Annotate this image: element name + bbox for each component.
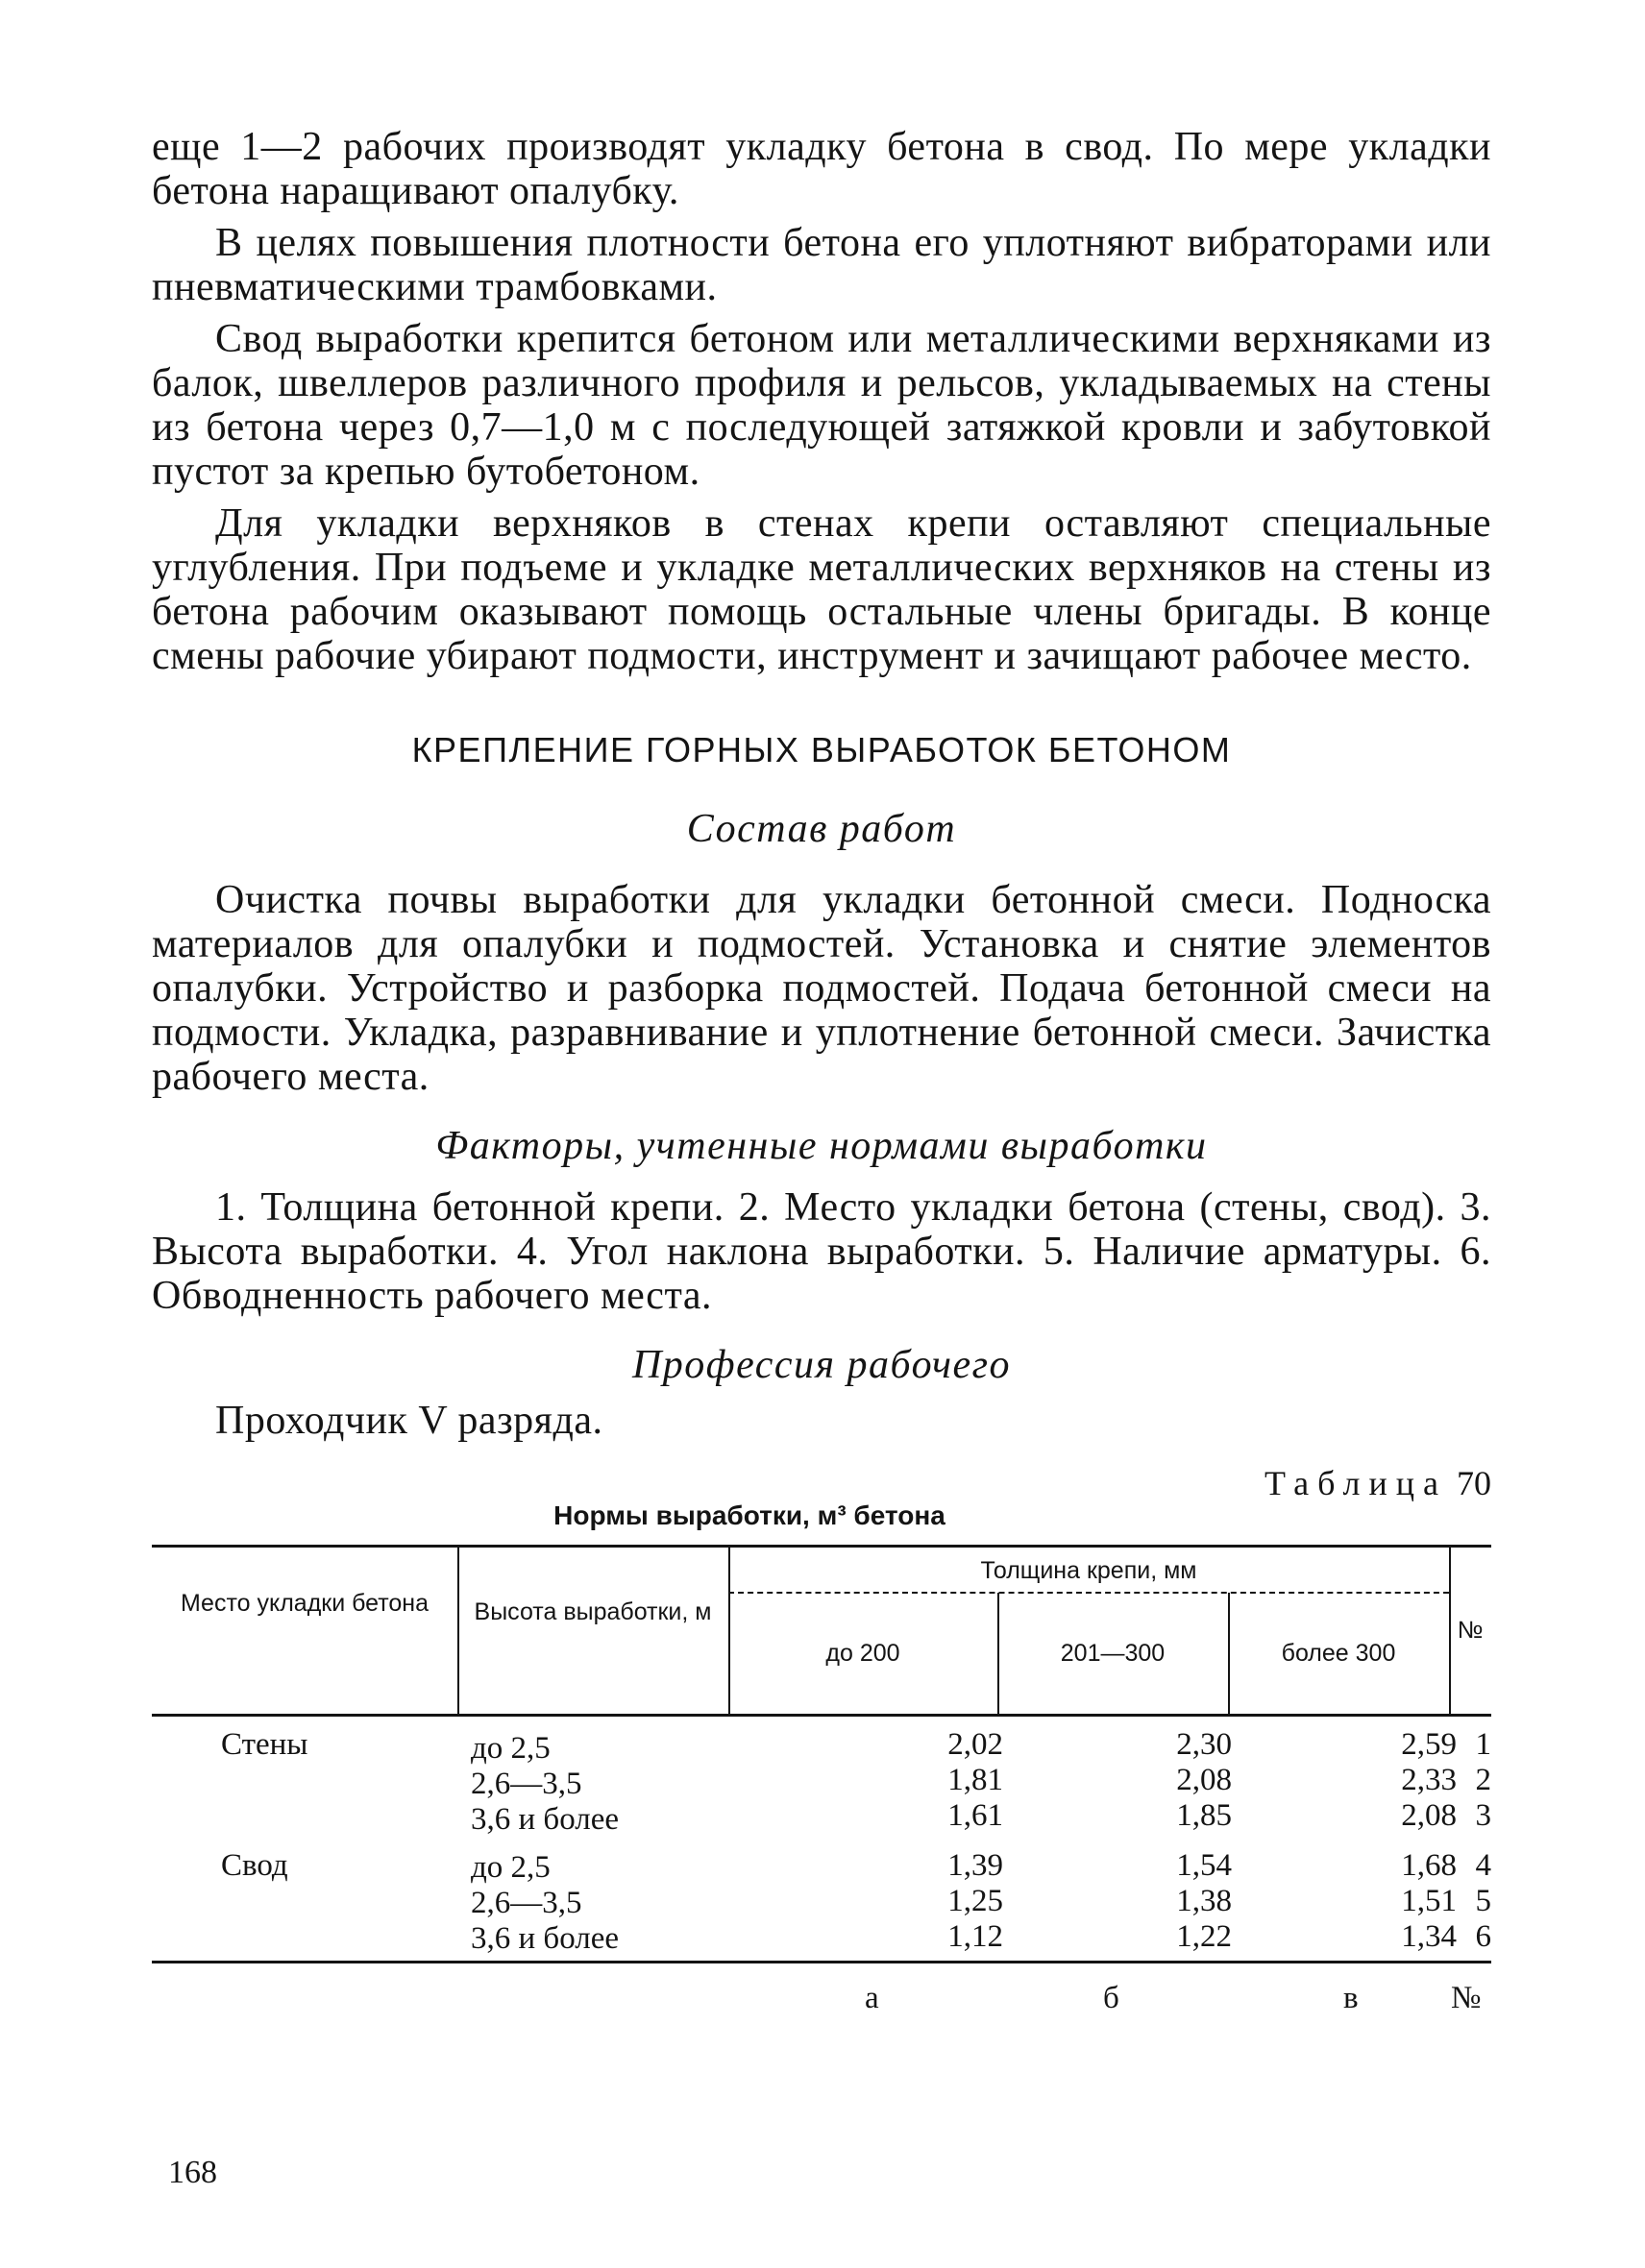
paragraph-3: Свод выработки крепится бетоном или металлическими верхняками из балок, швеллеров различного профиля и рельсов, укладываемых на стены из бетона через 0,7—1,0 м с последующей затяжкой кровли и забутовкой пустот за крепью бутобетоном. bbox=[152, 317, 1491, 494]
group-1-heights bbox=[471, 1731, 619, 1838]
profession-heading: Профессия рабочего bbox=[631, 1343, 1012, 1387]
row-number: 3 bbox=[1475, 1798, 1491, 1833]
factors-text: 1. Толщина бетонной крепи. 2. Место укладки бетона (стены, свод). 3. Высота выработки. 4. Угол наклона выработки. 5. Наличие арматуры. 6. Обводненность рабочего места. bbox=[152, 1185, 1491, 1318]
header-col-b: 201—300 bbox=[1060, 1640, 1166, 1667]
value-cell: 1,38 bbox=[1176, 1884, 1232, 1918]
value-cell: 1,25 bbox=[947, 1884, 1003, 1918]
page-number: 168 bbox=[168, 2155, 217, 2190]
composition-heading: Состав работ bbox=[686, 807, 957, 851]
header-num: № bbox=[1457, 1617, 1484, 1644]
paragraph-1: еще 1—2 рабочих производят укладку бетона в свод. По мере укладки бетона наращивают опалубку. bbox=[152, 125, 1491, 213]
row-number: 5 bbox=[1475, 1884, 1491, 1918]
value-cell: 1,81 bbox=[947, 1763, 1003, 1797]
value-cell: 1,22 bbox=[1176, 1919, 1232, 1954]
group-2-col-a bbox=[917, 1848, 1003, 1955]
header-place: Место укладки бетона bbox=[180, 1590, 430, 1617]
table-top-rule bbox=[152, 1545, 1491, 1548]
table-title: Нормы выработки, м³ бетона bbox=[553, 1500, 945, 1530]
composition-text: Очистка почвы выработки для укладки бетонной смеси. Подноска материалов для опалубки и подмостей. Установка и снятие элементов опалубки. Устройство и разборка подмостей. Подача бетонной смеси на подмости. Укладка, разравнивание и уплотнение бетонной смеси. Зачистка рабочего места. bbox=[152, 878, 1491, 1099]
value-cell: 2,33 bbox=[1401, 1763, 1457, 1797]
group-1-col-b bbox=[1145, 1727, 1232, 1834]
height-value: до 2,5 bbox=[471, 1850, 551, 1885]
group-2-place: Свод bbox=[221, 1848, 288, 1883]
height-value: 3,6 и более bbox=[471, 1802, 620, 1837]
header-thickness: Толщина крепи, мм bbox=[980, 1557, 1197, 1584]
group-1-place: Стены bbox=[221, 1727, 308, 1762]
group-1-col-a bbox=[917, 1727, 1003, 1834]
value-cell: 1,12 bbox=[947, 1919, 1003, 1954]
table-number: 70 bbox=[1457, 1464, 1491, 1502]
footer-col-b: б bbox=[1103, 1981, 1119, 2015]
value-cell: 1,54 bbox=[1176, 1848, 1232, 1883]
value-cell: 1,34 bbox=[1401, 1919, 1457, 1954]
value-cell: 1,61 bbox=[947, 1798, 1003, 1833]
norms-table bbox=[152, 1545, 1491, 2025]
value-cell: 1,39 bbox=[947, 1848, 1003, 1883]
value-cell: 1,68 bbox=[1401, 1848, 1457, 1883]
height-value: 3,6 и более bbox=[471, 1921, 620, 1956]
group-2-heights bbox=[471, 1850, 619, 1957]
value-cell: 2,08 bbox=[1401, 1798, 1457, 1833]
section-title: КРЕПЛЕНИЕ ГОРНЫХ ВЫРАБОТОК БЕТОНОМ bbox=[411, 730, 1232, 769]
group-2-col-c bbox=[1370, 1848, 1457, 1955]
group-2-nums bbox=[1453, 1848, 1491, 1955]
value-cell: 1,85 bbox=[1176, 1798, 1232, 1833]
profession-text: Проходчик V разряда. bbox=[215, 1399, 603, 1443]
value-cell: 2,02 bbox=[947, 1727, 1003, 1762]
table-header-rule bbox=[152, 1714, 1491, 1717]
value-cell: 2,59 bbox=[1401, 1727, 1457, 1762]
group-1-col-c bbox=[1370, 1727, 1457, 1834]
value-cell: 2,30 bbox=[1176, 1727, 1232, 1762]
value-cell: 2,08 bbox=[1176, 1763, 1232, 1797]
footer-num: № bbox=[1451, 1981, 1482, 2015]
table-bottom-rule bbox=[152, 1961, 1491, 1963]
paragraph-4: Для укладки верхняков в стенах крепи оставляют специальные углубления. При подъеме и укладке металлических верхняков на стены из бетона рабочим оказывают помощь остальные члены бригады. В конце смены рабочие убирают подмости, инструмент и зачищают рабочее место. bbox=[152, 501, 1491, 678]
footer-col-a: а bbox=[865, 1981, 879, 2015]
height-value: 2,6—3,5 bbox=[471, 1886, 582, 1920]
row-number: 4 bbox=[1475, 1848, 1491, 1883]
table-caption bbox=[152, 1464, 1491, 1502]
thickness-underline bbox=[728, 1592, 1449, 1594]
table-label: Таблица bbox=[1264, 1464, 1447, 1502]
header-height: Высота выработки, м bbox=[474, 1598, 712, 1625]
height-value: 2,6—3,5 bbox=[471, 1767, 582, 1801]
row-number: 2 bbox=[1475, 1763, 1491, 1797]
page-body bbox=[152, 125, 1491, 2025]
factors-heading: Факторы, учтенные нормами выработки bbox=[435, 1124, 1208, 1168]
table-vline-1 bbox=[457, 1545, 459, 1714]
header-col-a: до 200 bbox=[825, 1640, 900, 1667]
group-2-col-b bbox=[1145, 1848, 1232, 1955]
height-value: до 2,5 bbox=[471, 1731, 551, 1766]
value-cell: 1,51 bbox=[1401, 1884, 1457, 1918]
paragraph-2: В целях повышения плотности бетона его уплотняют вибраторами или пневматическими трамбовками. bbox=[152, 221, 1491, 309]
header-col-c: более 300 bbox=[1281, 1640, 1396, 1667]
footer-col-c: в bbox=[1343, 1981, 1359, 2015]
group-1-nums bbox=[1453, 1727, 1491, 1834]
row-number: 1 bbox=[1475, 1727, 1491, 1762]
row-number: 6 bbox=[1475, 1919, 1491, 1954]
